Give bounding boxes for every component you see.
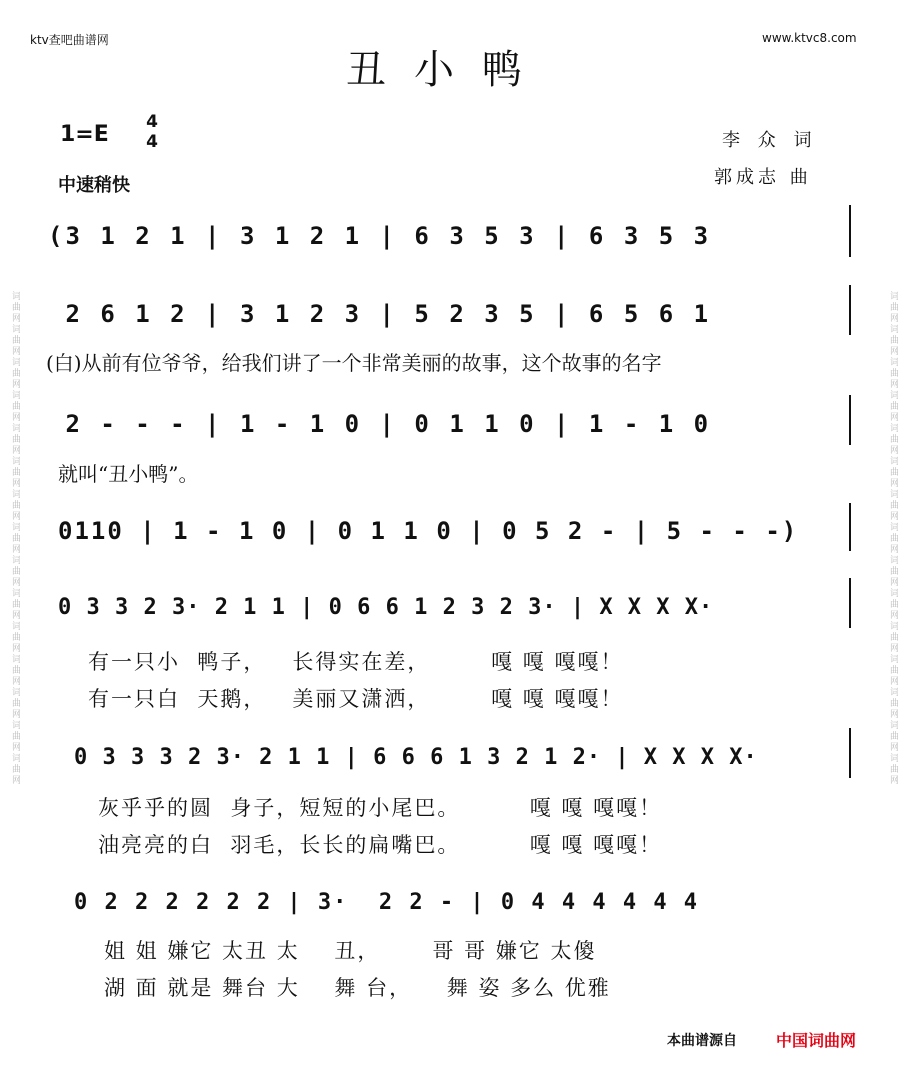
side-watermark-right: 词曲网词曲网词曲网词曲网词曲网词曲网词曲网词曲网词曲网词曲网词曲网词曲网词曲网词曲网词曲网 [888, 291, 898, 786]
time-signature-bottom: 4 [146, 132, 158, 152]
barline-row-6-end [849, 728, 851, 778]
barline-row-3-end [849, 395, 851, 445]
key-signature: 1=E [60, 122, 109, 147]
lyric-row-6-verse-1: 灰乎乎的圆 身子，短短的小尾巴。 嘎 嘎 嘎嘎！ [98, 796, 663, 820]
time-signature-top: 4 [146, 112, 158, 132]
side-watermark-left: 词曲网词曲网词曲网词曲网词曲网词曲网词曲网词曲网词曲网词曲网词曲网词曲网词曲网词曲网词曲网 [10, 291, 20, 786]
lyric-row-5-verse-1: 有一只小 鸭子， 长得实在差， 嘎 嘎 嘎嘎！ [88, 650, 624, 674]
notation-row-6: 0 3 3 3 2 3· 2 1 1 | 6 6 6 1 3 2 1 2· | X X X X· [74, 745, 758, 770]
composer-credit: 郭成志 曲 [714, 167, 812, 188]
lyric-row-7-verse-2: 湖 面 就是 舞台 大 舞 台， 舞 姿 多么 优雅 [104, 976, 611, 1000]
barline-row-5-end [849, 578, 851, 628]
lyric-row-6-verse-2: 油亮亮的白 羽毛，长长的扁嘴巴。 嘎 嘎 嘎嘎！ [98, 833, 663, 857]
watermark-site-left: ktv查吧曲谱网 [30, 33, 109, 47]
notation-row-5: 0 3 3 2 3· 2 1 1 | 0 6 6 1 2 3 2 3· | X X X X· [58, 595, 714, 620]
song-title: 丑小鸭 [346, 47, 550, 93]
notation-row-2: 2 6 1 2 | 3 1 2 3 | 5 2 3 5 | 6 5 6 1 [48, 300, 712, 328]
watermark-site-right: www.ktvc8.com [762, 31, 857, 45]
barline-row-1-end [849, 205, 851, 257]
spoken-narration-1: (白)从前有位爷爷，给我们讲了一个非常美丽的故事，这个故事的名字 [46, 351, 662, 375]
notation-row-4: 0110 | 1 - 1 0 | 0 1 1 0 | 0 5 2 - | 5 - - -) [58, 517, 799, 545]
notation-row-3: 2 - - - | 1 - 1 0 | 0 1 1 0 | 1 - 1 0 [48, 410, 712, 438]
spoken-narration-2: 就叫“丑小鸭”。 [58, 462, 199, 486]
tempo-marking: 中速稍快 [58, 175, 130, 196]
notation-row-1: (3 1 2 1 | 3 1 2 1 | 6 3 5 3 | 6 3 5 3 [48, 222, 712, 250]
time-signature [144, 112, 160, 152]
footer-source-label: 本曲谱源自 [667, 1033, 737, 1049]
lyric-row-5-verse-2: 有一只白 天鹅， 美丽又潇洒， 嘎 嘎 嘎嘎！ [88, 687, 624, 711]
footer-brand-link[interactable]: 中国词曲网 [776, 1031, 857, 1050]
lyric-row-7-verse-1: 姐 姐 嫌它 太丑 太 丑， 哥 哥 嫌它 太傻 [104, 939, 597, 963]
barline-row-4-end [849, 503, 851, 551]
notation-row-7: 0 2 2 2 2 2 2 | 3· 2 2 - | 0 4 4 4 4 4 4 [74, 890, 700, 915]
lyricist-credit: 李 众 词 [722, 130, 818, 151]
barline-row-2-end [849, 285, 851, 335]
